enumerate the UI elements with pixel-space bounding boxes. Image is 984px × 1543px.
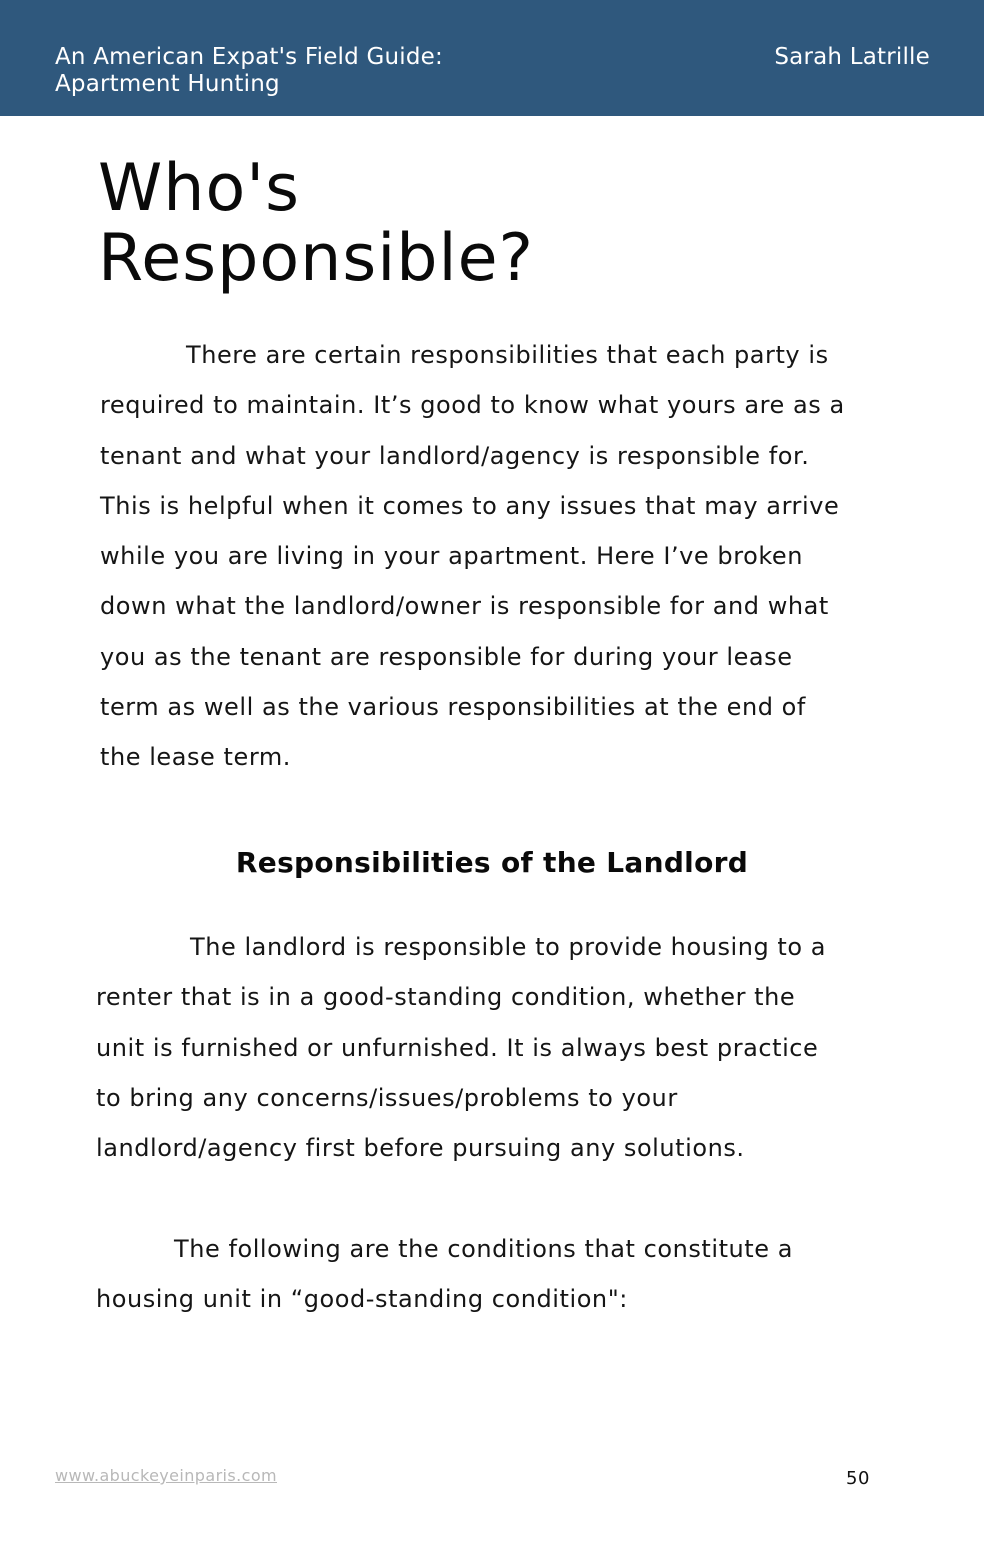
intro-line: This is helpful when it comes to any issues that may arrive xyxy=(100,491,840,520)
landlord-line: to bring any concerns/issues/problems to your xyxy=(96,1083,678,1112)
intro-line: term as well as the various responsibilities at the end of xyxy=(100,693,806,722)
guide-title-line-1: An American Expat's Field Guide: xyxy=(55,44,443,70)
intro-line: you as the tenant are responsible for during your lease xyxy=(100,642,793,671)
website-link[interactable]: www.abuckeyeinparis.com xyxy=(55,1466,277,1485)
landlord-line: The landlord is responsible to provide housing to a xyxy=(190,933,827,961)
conditions-paragraph xyxy=(96,1224,896,1325)
intro-paragraph xyxy=(100,330,910,783)
page-header xyxy=(0,0,984,116)
page-title-line-2: Responsible? xyxy=(98,221,535,296)
section-heading-landlord: Responsibilities of the Landlord xyxy=(235,846,749,879)
conditions-line: The following are the conditions that constitute a xyxy=(174,1235,794,1263)
intro-line: the lease term. xyxy=(100,743,291,772)
page-number: 50 xyxy=(846,1468,870,1489)
guide-title xyxy=(55,44,443,98)
landlord-paragraph xyxy=(96,922,896,1173)
page-title-line-1: Who's xyxy=(98,151,300,226)
intro-line: tenant and what your landlord/agency is responsible for. xyxy=(100,441,810,470)
landlord-line: renter that is in a good-standing condition, whether the xyxy=(96,983,796,1012)
intro-line: while you are living in your apartment. Here I’ve broken xyxy=(100,542,803,571)
intro-line: required to maintain. It’s good to know what yours are as a xyxy=(100,391,845,420)
landlord-line: unit is furnished or unfurnished. It is always best practice xyxy=(96,1033,819,1062)
author-name: Sarah Latrille xyxy=(774,44,930,70)
conditions-line: housing unit in “good-standing condition": xyxy=(96,1285,628,1314)
guide-title-line-2: Apartment Hunting xyxy=(55,71,280,97)
intro-line: There are certain responsibilities that each party is xyxy=(186,341,829,369)
page-title xyxy=(98,151,535,296)
landlord-line: landlord/agency first before pursuing any solutions. xyxy=(96,1134,745,1163)
intro-line: down what the landlord/owner is responsible for and what xyxy=(100,592,829,621)
